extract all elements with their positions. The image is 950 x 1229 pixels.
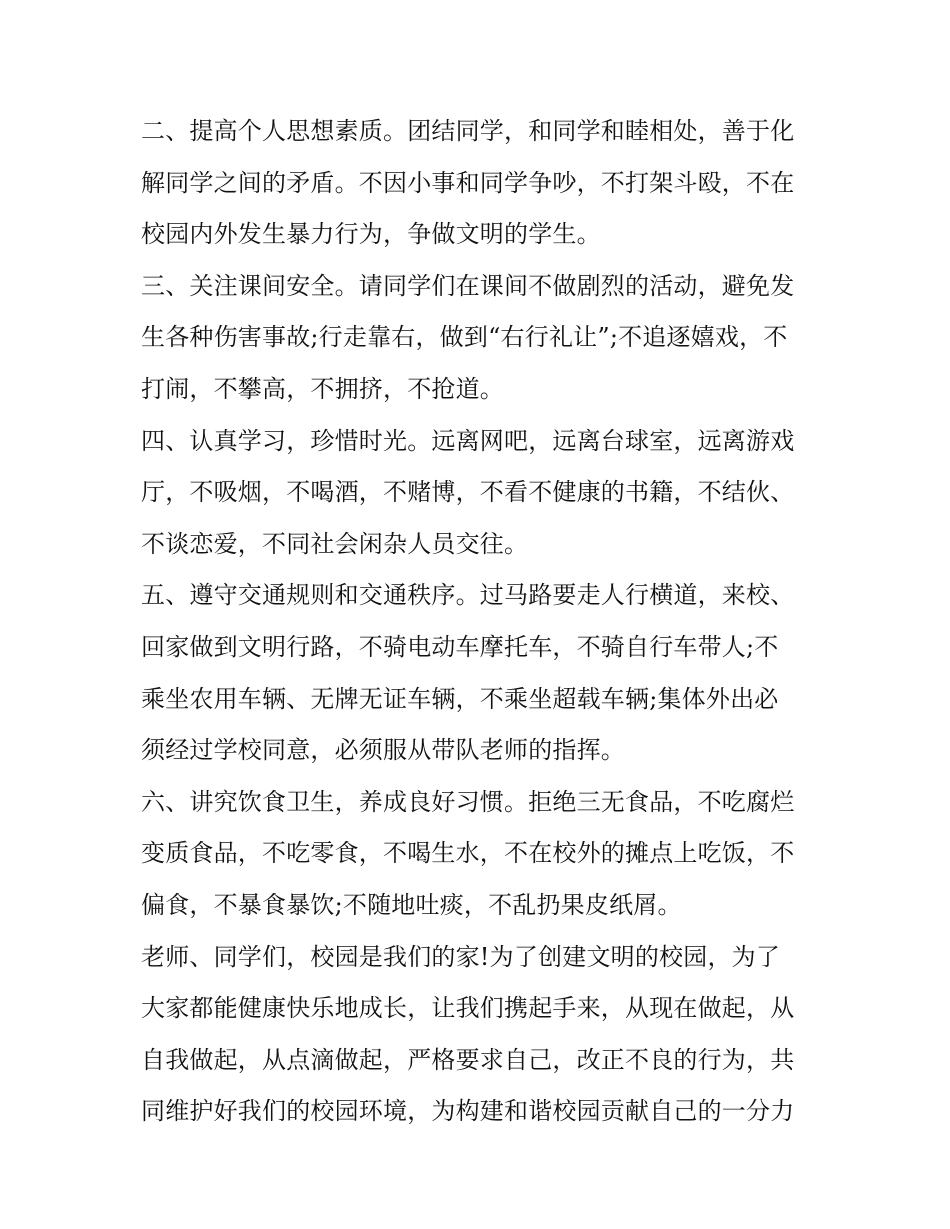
text-line: 五、遵守交通规则和交通秩序。过马路要走人行横道，来校、 [141,581,795,610]
text-line: 同维护好我们的校园环境，为构建和谐校园贡献自己的一分力 [141,1097,795,1126]
text-line: 二、提高个人思想素质。团结同学，和同学和睦相处，善于化 [141,117,795,145]
text-line: 变质食品，不吃零食，不喝生水，不在校外的摊点上吃饭，不 [141,839,795,868]
text-line: 六、讲究饮食卫生，养成良好习惯。拒绝三无食品，不吃腐烂 [141,787,795,816]
text-line: 乘坐农用车辆、无牌无证车辆，不乘坐超载车辆;集体外出必 [141,684,779,713]
text-line: 大家都能健康快乐地成长，让我们携起手来，从现在做起，从 [141,994,795,1023]
text-line: 偏食，不暴食暴饮;不随地吐痰，不乱扔果皮纸屑。 [141,890,682,919]
text-line: 打闹，不攀高，不拥挤，不抢道。 [141,374,504,403]
text-line: 须经过学校同意，必须服从带队老师的指挥。 [141,736,625,765]
text-line: 生各种伤害事故;行走靠右，做到“右行礼让”;不追逐嬉戏，不 [141,323,788,352]
text-line: 四、认真学习，珍惜时光。远离网吧，远离台球室，远离游戏 [141,426,795,455]
text-line: 不谈恋爱，不同社会闲杂人员交往。 [141,529,529,558]
text-line: 回家做到文明行路，不骑电动车摩托车，不骑自行车带人;不 [141,632,779,661]
document-body [141,106,821,1138]
text-line: 老师、同学们，校园是我们的家!为了创建文明的校园，为了 [141,942,781,971]
text-line: 校园内外发生暴力行为，争做文明的学生。 [141,220,601,249]
text-line: 自我做起，从点滴做起，严格要求自己，改正不良的行为，共 [141,1045,795,1074]
text-line: 解同学之间的矛盾。不因小事和同学争吵，不打架斗殴，不在 [141,168,795,197]
text-line: 三、关注课间安全。请同学们在课间不做剧烈的活动，避免发 [141,271,795,300]
text-line: 厅，不吸烟，不喝酒，不赌博，不看不健康的书籍，不结伙、 [141,478,795,507]
